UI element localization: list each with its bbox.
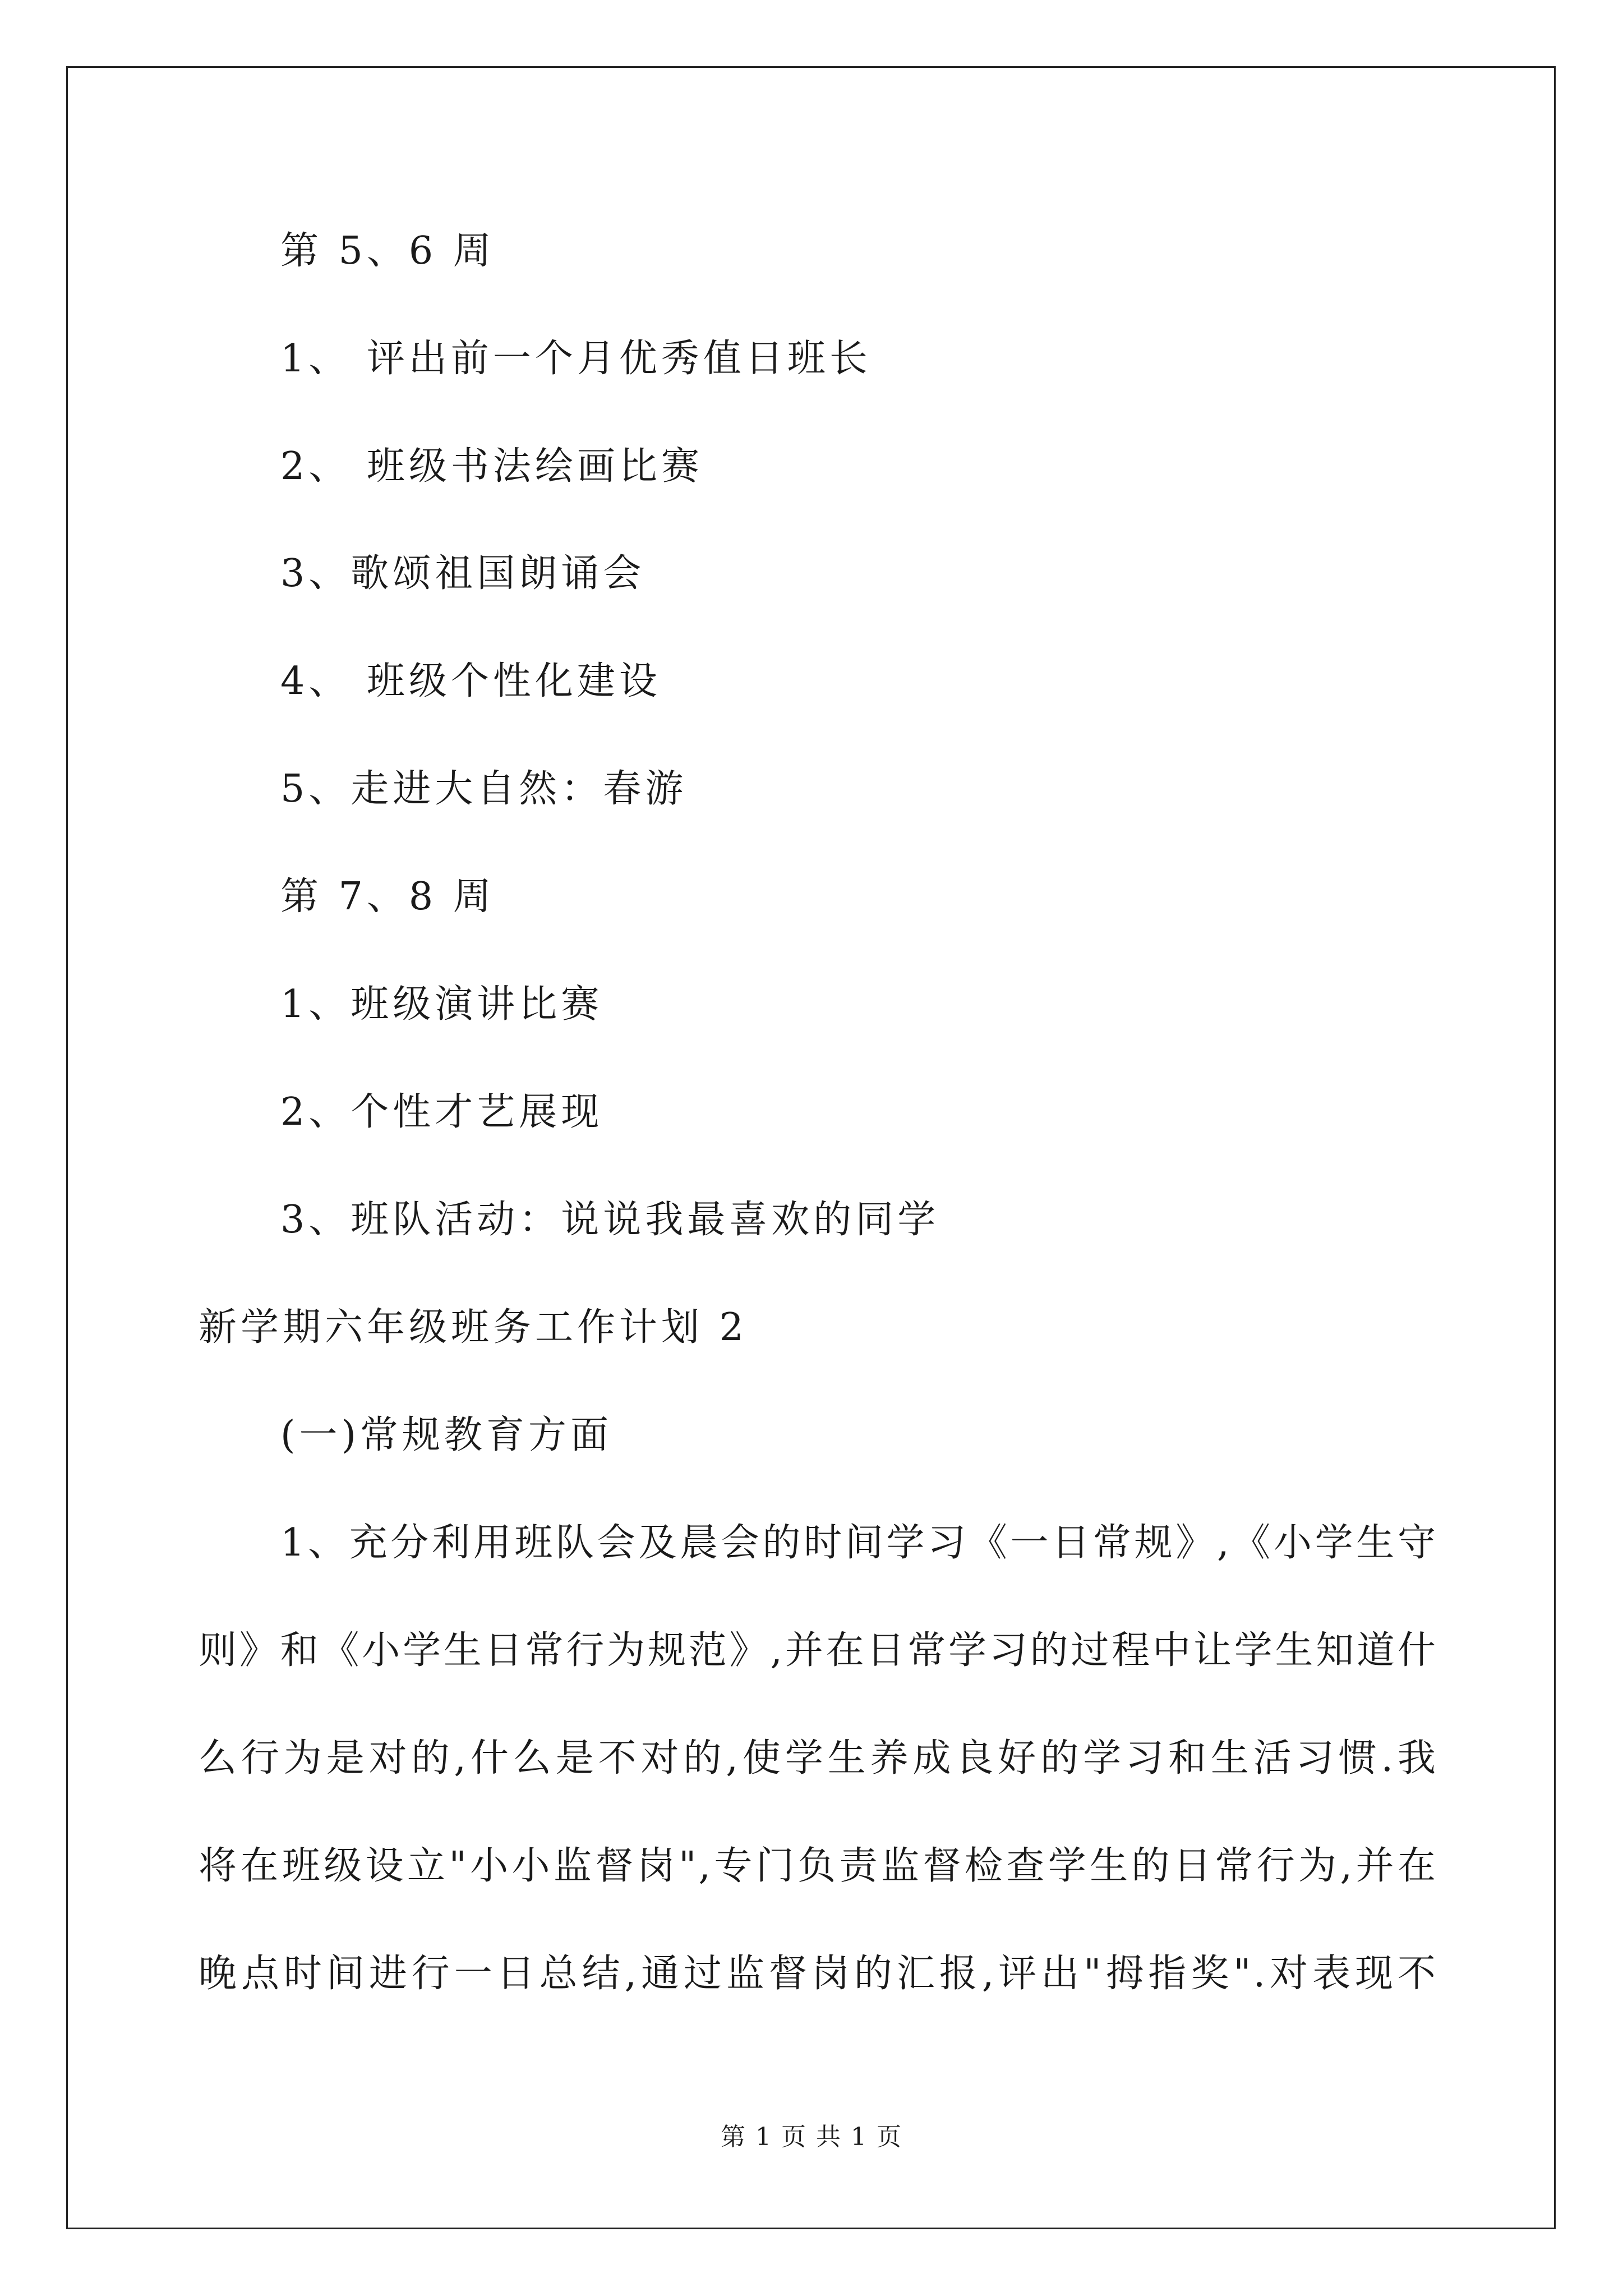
list-item: 2、 班级书法绘画比赛 [280, 444, 703, 489]
list-item: 4、 班级个性化建设 [280, 659, 661, 703]
list-item: 3、歌颂祖国朗诵会 [280, 551, 645, 596]
list-item: 2、个性才艺展现 [280, 1090, 603, 1134]
list-item: 1、班级演讲比赛 [280, 982, 603, 1027]
week-heading-7-8: 第 7、8 周 [280, 875, 495, 919]
section-title: (一)常规教育方面 [280, 1413, 613, 1457]
paragraph-line: 则》和《小学生日常行为规范》,并在日常学习的过程中让学生知道什 [199, 1628, 1438, 1673]
list-item: 1、 评出前一个月优秀值日班长 [280, 337, 872, 381]
paragraph-line: 晚点时间进行一日总结,通过监督岗的汇报,评出"拇指奖".对表现不 [199, 1952, 1438, 1996]
list-item: 3、班队活动：说说我最喜欢的同学 [280, 1198, 940, 1242]
paragraph-line: 1、充分利用班队会及晨会的时间学习《一日常规》,《小学生守 [280, 1521, 1438, 1565]
paragraph-line: 将在班级设立"小小监督岗",专门负责监督检查学生的日常行为,并在 [199, 1844, 1438, 1888]
page-footer: 第 1 页 共 1 页 [721, 2123, 902, 2151]
paragraph-line: 么行为是对的,什么是不对的,使学生养成良好的学习和生活习惯.我 [199, 1736, 1438, 1780]
list-item: 5、走进大自然：春游 [280, 767, 688, 811]
plan-title: 新学期六年级班务工作计划 2 [199, 1305, 748, 1350]
week-heading-5-6: 第 5、6 周 [280, 229, 495, 273]
